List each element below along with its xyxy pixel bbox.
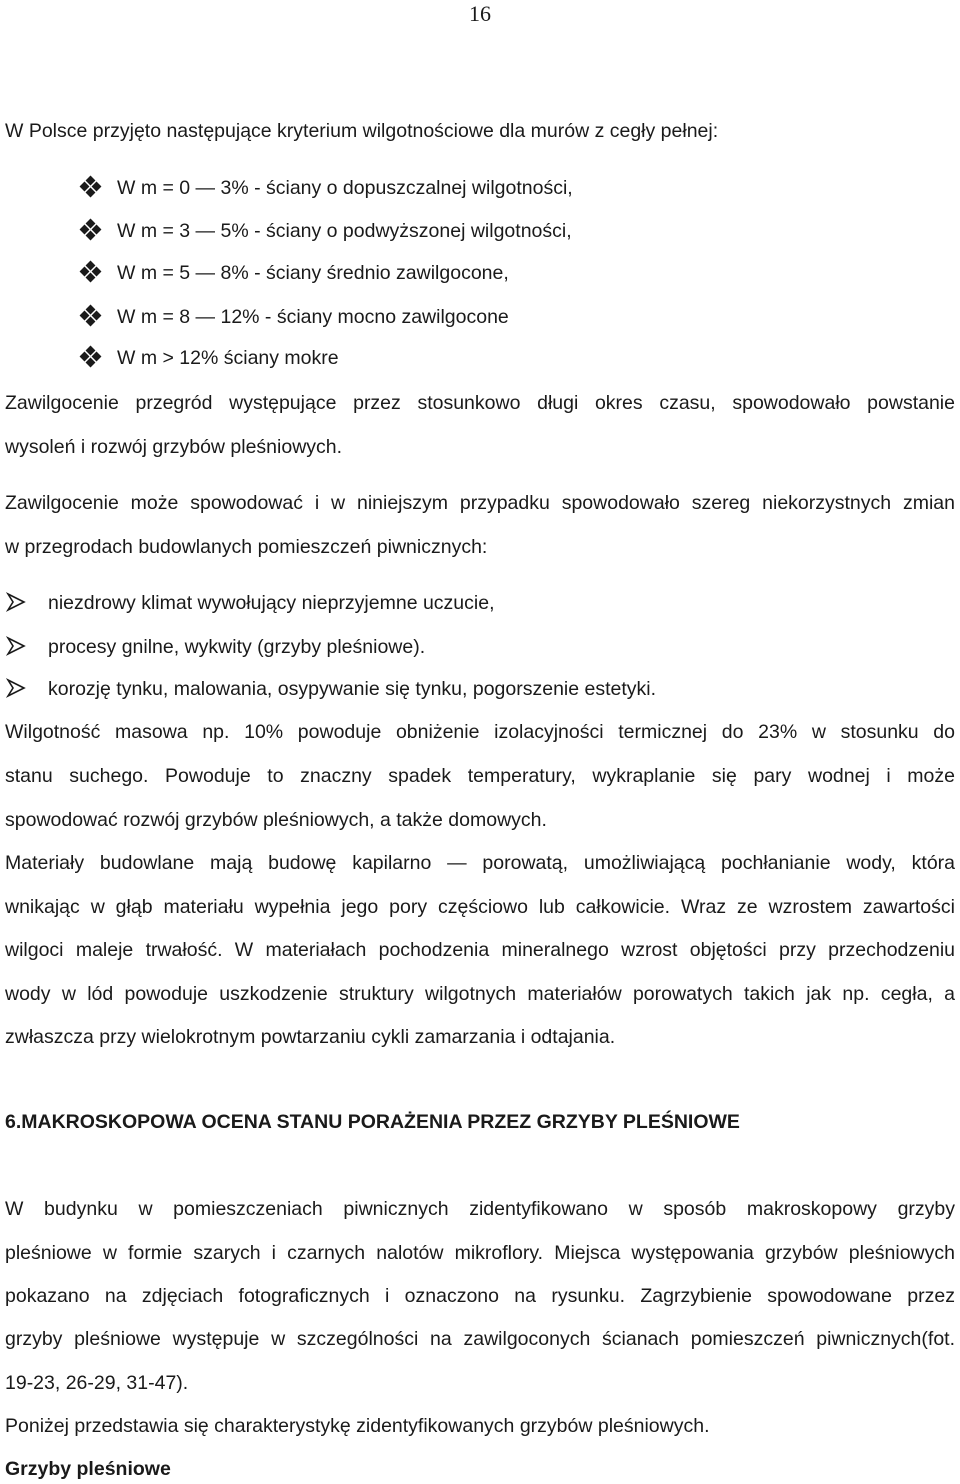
paragraph-line: wody w lód powoduje uszkodzenie struktury wilgotnych materiałów porowatych takich jak np. cegła, a <box>5 983 955 1005</box>
paragraph-line: 19-23, 26-29, 31-47). <box>5 1372 189 1394</box>
diamond-bullet-icon <box>80 219 102 241</box>
section-heading: 6.MAKROSKOPOWA OCENA STANU PORAŻENIA PRZEZ GRZYBY PLEŚNIOWE <box>5 1111 740 1133</box>
list-item-text: korozję tynku, malowania, osypywanie się tynku, pogorszenie estetyki. <box>48 678 657 700</box>
list-item <box>80 346 339 371</box>
paragraph-line: Materiały budowlane mają budowę kapilarno — porowatą, umożliwiającą pochłanianie wody, która <box>5 852 955 874</box>
arrow-bullet-icon <box>6 636 26 656</box>
list-item-text: procesy gnilne, wykwity (grzyby pleśniowe). <box>48 636 426 658</box>
intro-text: W Polsce przyjęto następujące kryterium wilgotnościowe dla murów z cegły pełnej: <box>5 120 719 142</box>
subheading: Grzyby pleśniowe <box>5 1458 171 1480</box>
list-item <box>80 219 572 244</box>
list-item-text: W m = 3 — 5% - ściany o podwyższonej wilgotności, <box>117 220 572 242</box>
paragraph-line: wilgoci maleje trwałość. W materiałach pochodzenia mineralnego wzrost objętości przy przechodzeniu <box>5 939 955 961</box>
arrow-bullet-icon <box>6 678 26 698</box>
paragraph-line: pleśniowe w formie szarych i czarnych nalotów mikroflory. Miejsca występowania grzybów pleśniowych <box>5 1242 955 1264</box>
diamond-bullet-icon <box>80 346 102 368</box>
list-item <box>80 305 509 330</box>
paragraph-line: wnikając w głąb materiału wypełnia jego pory częściowo lub całkowicie. Wraz ze wzrostem zawartości <box>5 896 955 918</box>
list-item <box>80 261 509 286</box>
paragraph-line: pokazano na zdjęciach fotograficznych i oznaczono na rysunku. Zagrzybienie spowodowane przez <box>5 1285 955 1307</box>
list-item-text: niezdrowy klimat wywołujący nieprzyjemne uczucie, <box>48 592 495 614</box>
paragraph-line: zwłaszcza przy wielokrotnym powtarzaniu cykli zamarzania i odtajania. <box>5 1026 616 1048</box>
paragraph-line: Wilgotność masowa np. 10% powoduje obniżenie izolacyjności termicznej do 23% w stosunku do <box>5 721 955 743</box>
list-item <box>6 591 495 615</box>
list-item <box>6 635 426 659</box>
paragraph-line: w przegrodach budowlanych pomieszczeń piwnicznych: <box>5 536 488 558</box>
page-number: 16 <box>469 1 491 26</box>
list-item <box>6 677 657 701</box>
list-item-text: W m > 12% ściany mokre <box>117 347 339 369</box>
list-item-text: W m = 0 — 3% - ściany o dopuszczalnej wilgotności, <box>117 177 573 199</box>
diamond-bullet-icon <box>80 261 102 283</box>
paragraph-line: stanu suchego. Powoduje to znaczny spadek temperatury, wykraplanie się pary wodnej i może <box>5 765 955 787</box>
paragraph-line: wysoleń i rozwój grzybów pleśniowych. <box>5 436 343 458</box>
paragraph-line: grzyby pleśniowe występuje w szczególności na zawilgoconych ścianach pomieszczeń piwnicznych(fot. <box>5 1328 955 1350</box>
paragraph-line: W budynku w pomieszczeniach piwnicznych zidentyfikowano w sposób makroskopowy grzyby <box>5 1198 955 1220</box>
diamond-bullet-icon <box>80 305 102 327</box>
list-item-text: W m = 8 — 12% - ściany mocno zawilgocone <box>117 306 509 328</box>
paragraph-line: Zawilgocenie przegród występujące przez stosunkowo długi okres czasu, spowodowało powstanie <box>5 392 955 414</box>
diamond-bullet-icon <box>80 176 102 198</box>
paragraph: Poniżej przedstawia się charakterystykę zidentyfikowanych grzybów pleśniowych. <box>5 1415 710 1437</box>
paragraph-line: spowodować rozwój grzybów pleśniowych, a także domowych. <box>5 809 547 831</box>
arrow-bullet-icon <box>6 592 26 612</box>
list-item-text: W m = 5 — 8% - ściany średnio zawilgocone, <box>117 262 509 284</box>
list-item <box>80 176 573 201</box>
paragraph-line: Zawilgocenie może spowodować i w niniejszym przypadku spowodowało szereg niekorzystnych zmian <box>5 492 955 514</box>
